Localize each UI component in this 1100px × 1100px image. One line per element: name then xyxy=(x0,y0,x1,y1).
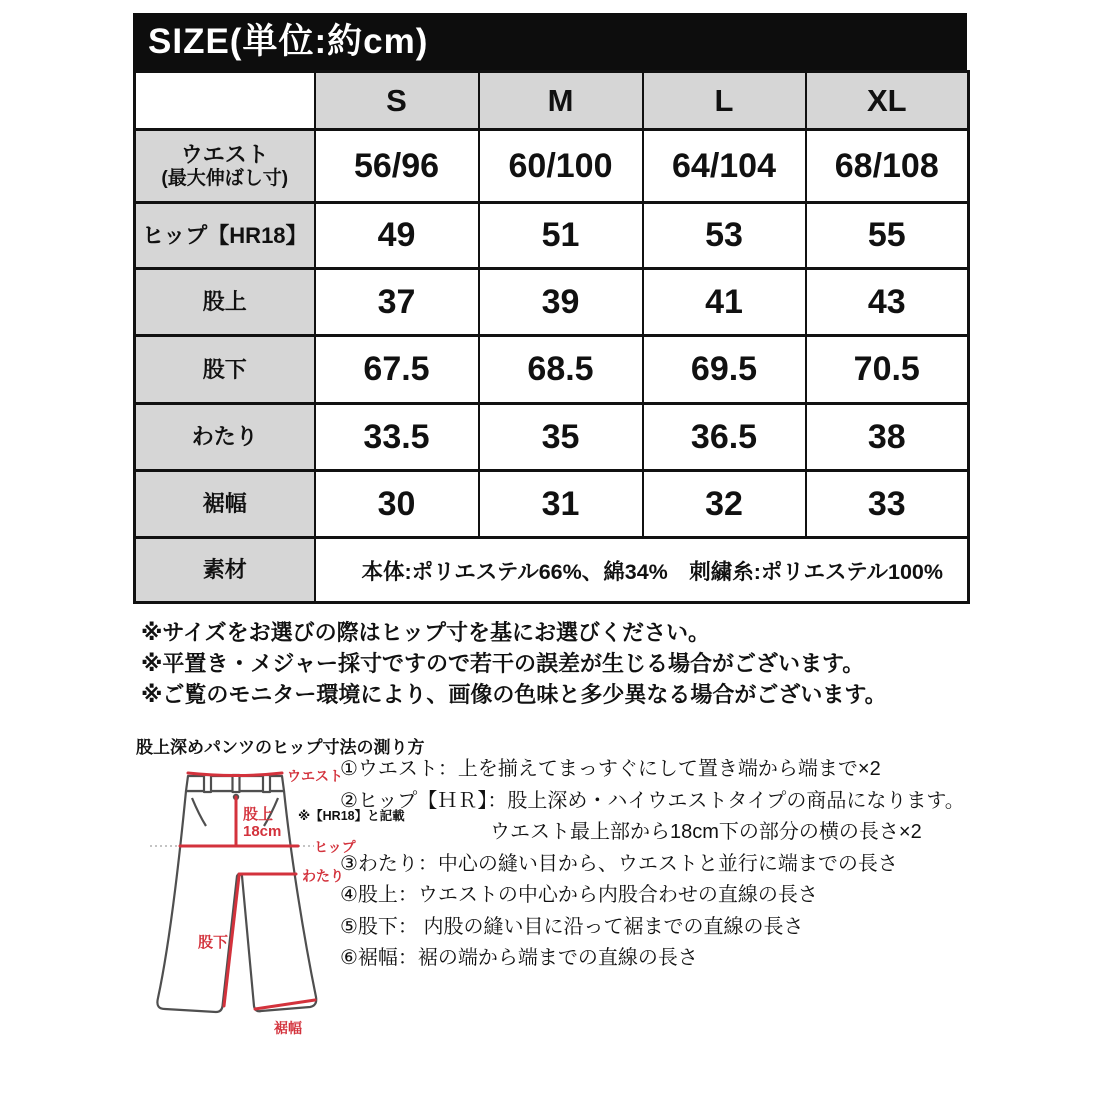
belt-loop-right xyxy=(263,775,270,792)
size-table xyxy=(133,70,970,604)
row-label-material: 素材 xyxy=(135,538,315,603)
instruction-6: ⑥裾幅：裾の端から端までの直線の長さ xyxy=(340,947,698,969)
value-hip-s: 49 xyxy=(315,203,479,269)
row-label-inseam: 股下 xyxy=(135,336,315,404)
belt-loop-left xyxy=(204,775,211,792)
value-waist-xl: 68/108 xyxy=(806,130,969,203)
value-thigh-s: 33.5 xyxy=(315,404,479,471)
value-thigh-l: 36.5 xyxy=(643,404,806,471)
rise-label-line2: 18cm xyxy=(243,823,282,840)
size-col-header-l: L xyxy=(643,72,806,130)
rise-label-line1: 股上 xyxy=(243,806,274,823)
hip-label: ヒップ xyxy=(314,839,356,855)
row-sublabel-text: (最大伸ばし寸) xyxy=(161,167,289,189)
table-row-waist xyxy=(135,130,969,203)
table-row-rise xyxy=(135,269,969,336)
material-value: 本体:ポリエステル66%、綿34% 刺繍糸:ポリエステル100% xyxy=(315,538,969,603)
value-rise-s: 37 xyxy=(315,269,479,336)
thigh-label: わたり xyxy=(302,868,344,884)
value-hem-xl: 33 xyxy=(806,471,969,538)
value-hip-l: 53 xyxy=(643,203,806,269)
instruction-2-cont: ウエスト最上部から18cm下の部分の横の長さ×2 xyxy=(490,821,922,843)
value-rise-m: 39 xyxy=(479,269,643,336)
size-col-header-m: M xyxy=(479,72,643,130)
table-row-inseam xyxy=(135,336,969,404)
size-col-header-xl: XL xyxy=(806,72,969,130)
value-hem-s: 30 xyxy=(315,471,479,538)
value-inseam-s: 67.5 xyxy=(315,336,479,404)
notes-block xyxy=(141,617,887,710)
row-label-hip: ヒップ【HR18】 xyxy=(135,203,315,269)
note-line-3: ※ご覧のモニター環境により、画像の色味と多少異なる場合がございます。 xyxy=(141,682,887,707)
row-label-thigh: わたり xyxy=(135,404,315,471)
row-label-waist xyxy=(135,130,315,203)
instruction-4: ④股上：ウエストの中心から内股合わせの直線の長さ xyxy=(340,884,818,906)
measure-guide-title: 股上深めパンツのヒップ寸法の測り方 xyxy=(136,738,425,757)
value-waist-s: 56/96 xyxy=(315,130,479,203)
row-label-text: ウエスト xyxy=(180,142,269,168)
note-line-1: ※サイズをお選びの際はヒップ寸を基にお選びください。 xyxy=(141,620,710,645)
value-thigh-m: 35 xyxy=(479,404,643,471)
belt-loop-center xyxy=(233,775,240,792)
instruction-3: ③わたり：中心の縫い目から、ウエストと並行に端までの長さ xyxy=(340,852,898,875)
instruction-5: ⑤股下： 内股の縫い目に沿って裾までの直線の長さ xyxy=(340,915,804,938)
measure-instructions xyxy=(340,759,1000,980)
note-line-2: ※平置き・メジャー採寸ですので若干の誤差が生じる場合がございます。 xyxy=(141,651,865,676)
corner-cell xyxy=(135,72,315,130)
page-title: SIZE(単位:約cm) xyxy=(133,13,967,70)
instruction-2: ②ヒップ【ＨＲ】：股上深め・ハイウエストタイプの商品になります。 xyxy=(340,789,965,812)
table-header-row xyxy=(135,72,969,130)
value-waist-m: 60/100 xyxy=(479,130,643,203)
value-rise-l: 41 xyxy=(643,269,806,336)
size-col-header-s: S xyxy=(315,72,479,130)
value-inseam-m: 68.5 xyxy=(479,336,643,404)
row-label-hem: 裾幅 xyxy=(135,471,315,538)
hr18-note: ※【HR18】と記載 xyxy=(298,809,405,823)
value-hem-m: 31 xyxy=(479,471,643,538)
value-thigh-xl: 38 xyxy=(806,404,969,471)
value-inseam-xl: 70.5 xyxy=(806,336,969,404)
waist-line xyxy=(188,773,282,776)
table-row-hem xyxy=(135,471,969,538)
inseam-label: 股下 xyxy=(198,934,229,951)
value-hem-l: 32 xyxy=(643,471,806,538)
table-row-material xyxy=(135,538,969,603)
value-hip-m: 51 xyxy=(479,203,643,269)
waist-label: ウエスト xyxy=(287,768,343,784)
table-row-thigh xyxy=(135,404,969,471)
row-label-rise: 股上 xyxy=(135,269,315,336)
table-row-hip xyxy=(135,203,969,269)
value-inseam-l: 69.5 xyxy=(643,336,806,404)
value-hip-xl: 55 xyxy=(806,203,969,269)
instruction-1: ①ウエスト：上を揃えてまっすぐにして置き端から端まで×2 xyxy=(340,758,881,780)
value-waist-l: 64/104 xyxy=(643,130,806,203)
hem-label: 裾幅 xyxy=(274,1020,302,1036)
value-rise-xl: 43 xyxy=(806,269,969,336)
